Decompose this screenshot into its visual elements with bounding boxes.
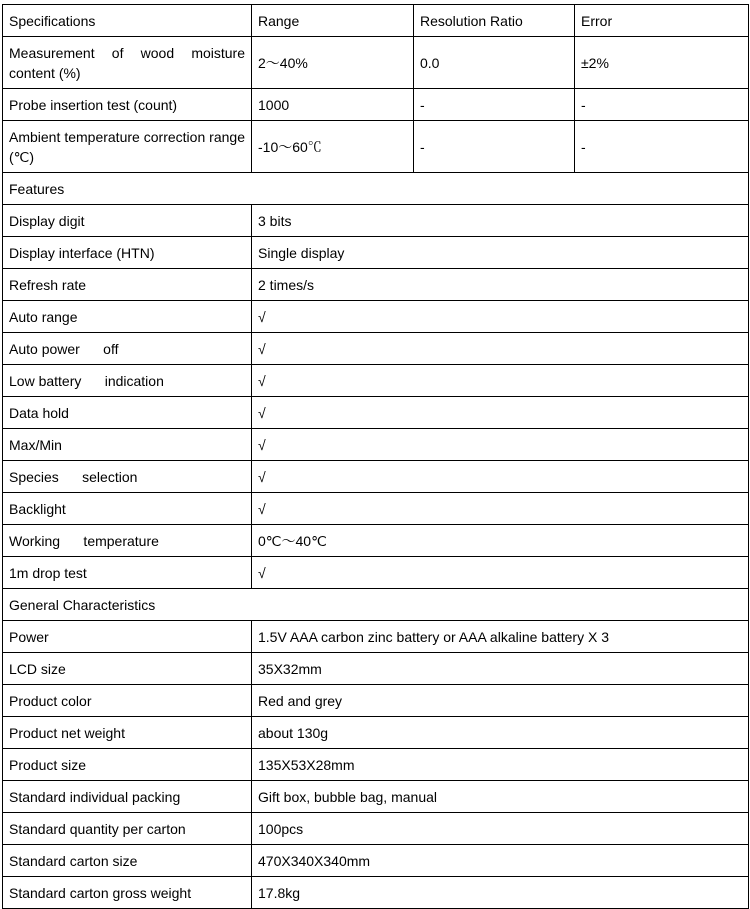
feature-row-value: √ — [252, 397, 749, 429]
feature-row — [3, 493, 749, 525]
header-resolution-ratio: Resolution Ratio — [414, 5, 575, 37]
general-row-label: Power — [3, 621, 252, 653]
spec-resolution: - — [414, 89, 575, 121]
general-row — [3, 717, 749, 749]
general-row-value: 135X53X28mm — [252, 749, 749, 781]
feature-row — [3, 525, 749, 557]
feature-row-value: Single display — [252, 237, 749, 269]
feature-row — [3, 301, 749, 333]
feature-row-value: √ — [252, 301, 749, 333]
feature-row — [3, 461, 749, 493]
feature-row — [3, 557, 749, 589]
feature-row-label: Max/Min — [3, 429, 252, 461]
general-row — [3, 813, 749, 845]
feature-row-value: 0℃～40℃ — [252, 525, 749, 557]
general-row-label: Standard quantity per carton — [3, 813, 252, 845]
feature-row-value: √ — [252, 365, 749, 397]
general-row — [3, 653, 749, 685]
header-row — [3, 5, 749, 37]
specification-table — [2, 4, 749, 909]
spec-error: - — [575, 89, 749, 121]
header-range: Range — [252, 5, 414, 37]
feature-row-label: Auto power off — [3, 333, 252, 365]
general-section-title: General Characteristics — [3, 589, 749, 621]
general-row-value: 1.5V AAA carbon zinc battery or AAA alkaline battery X 3 — [252, 621, 749, 653]
spec-range: 1000 — [252, 89, 414, 121]
features-section-row — [3, 173, 749, 205]
general-row-label: Product net weight — [3, 717, 252, 749]
spec-name: Probe insertion test (count) — [3, 89, 252, 121]
feature-row-label: Refresh rate — [3, 269, 252, 301]
feature-row-label: Low battery indication — [3, 365, 252, 397]
feature-row-value: √ — [252, 557, 749, 589]
feature-row-label: Display digit — [3, 205, 252, 237]
feature-row-label: Working temperature — [3, 525, 252, 557]
spec-resolution: - — [414, 121, 575, 173]
general-row-label: Product color — [3, 685, 252, 717]
general-row-value: Red and grey — [252, 685, 749, 717]
feature-row-label: Species selection — [3, 461, 252, 493]
feature-row-value: √ — [252, 429, 749, 461]
general-row — [3, 621, 749, 653]
features-section-title: Features — [3, 173, 749, 205]
general-row — [3, 845, 749, 877]
feature-row-value: √ — [252, 461, 749, 493]
general-row-value: about 130g — [252, 717, 749, 749]
feature-row — [3, 205, 749, 237]
general-row-label: Standard carton size — [3, 845, 252, 877]
general-section-row — [3, 589, 749, 621]
general-row-value: 17.8kg — [252, 877, 749, 909]
feature-row — [3, 269, 749, 301]
spec-resolution: 0.0 — [414, 37, 575, 89]
general-row — [3, 877, 749, 909]
general-row — [3, 781, 749, 813]
spec-row — [3, 89, 749, 121]
general-row-value: 470X340X340mm — [252, 845, 749, 877]
general-row-value: 35X32mm — [252, 653, 749, 685]
spec-name: Measurement of wood moisture content (%) — [3, 37, 252, 89]
feature-row-value: 2 times/s — [252, 269, 749, 301]
general-row — [3, 749, 749, 781]
general-row — [3, 685, 749, 717]
specification-table-body — [3, 5, 749, 909]
feature-row-value: 3 bits — [252, 205, 749, 237]
header-error: Error — [575, 5, 749, 37]
spec-error: - — [575, 121, 749, 173]
feature-row — [3, 237, 749, 269]
general-row-label: Product size — [3, 749, 252, 781]
feature-row-value: √ — [252, 333, 749, 365]
general-row-label: LCD size — [3, 653, 252, 685]
header-specifications: Specifications — [3, 5, 252, 37]
spec-name: Ambient temperature correction range (℃) — [3, 121, 252, 173]
feature-row — [3, 365, 749, 397]
spec-range: 2～40% — [252, 37, 414, 89]
feature-row-label: 1m drop test — [3, 557, 252, 589]
feature-row-label: Auto range — [3, 301, 252, 333]
feature-row-label: Display interface (HTN) — [3, 237, 252, 269]
feature-row — [3, 429, 749, 461]
feature-row-value: √ — [252, 493, 749, 525]
general-row-value: Gift box, bubble bag, manual — [252, 781, 749, 813]
spec-error: ±2% — [575, 37, 749, 89]
feature-row-label: Data hold — [3, 397, 252, 429]
feature-row — [3, 397, 749, 429]
spec-row — [3, 121, 749, 173]
feature-row — [3, 333, 749, 365]
feature-row-label: Backlight — [3, 493, 252, 525]
spec-row — [3, 37, 749, 89]
general-row-value: 100pcs — [252, 813, 749, 845]
general-row-label: Standard individual packing — [3, 781, 252, 813]
spec-range: -10～60℃ — [252, 121, 414, 173]
general-row-label: Standard carton gross weight — [3, 877, 252, 909]
